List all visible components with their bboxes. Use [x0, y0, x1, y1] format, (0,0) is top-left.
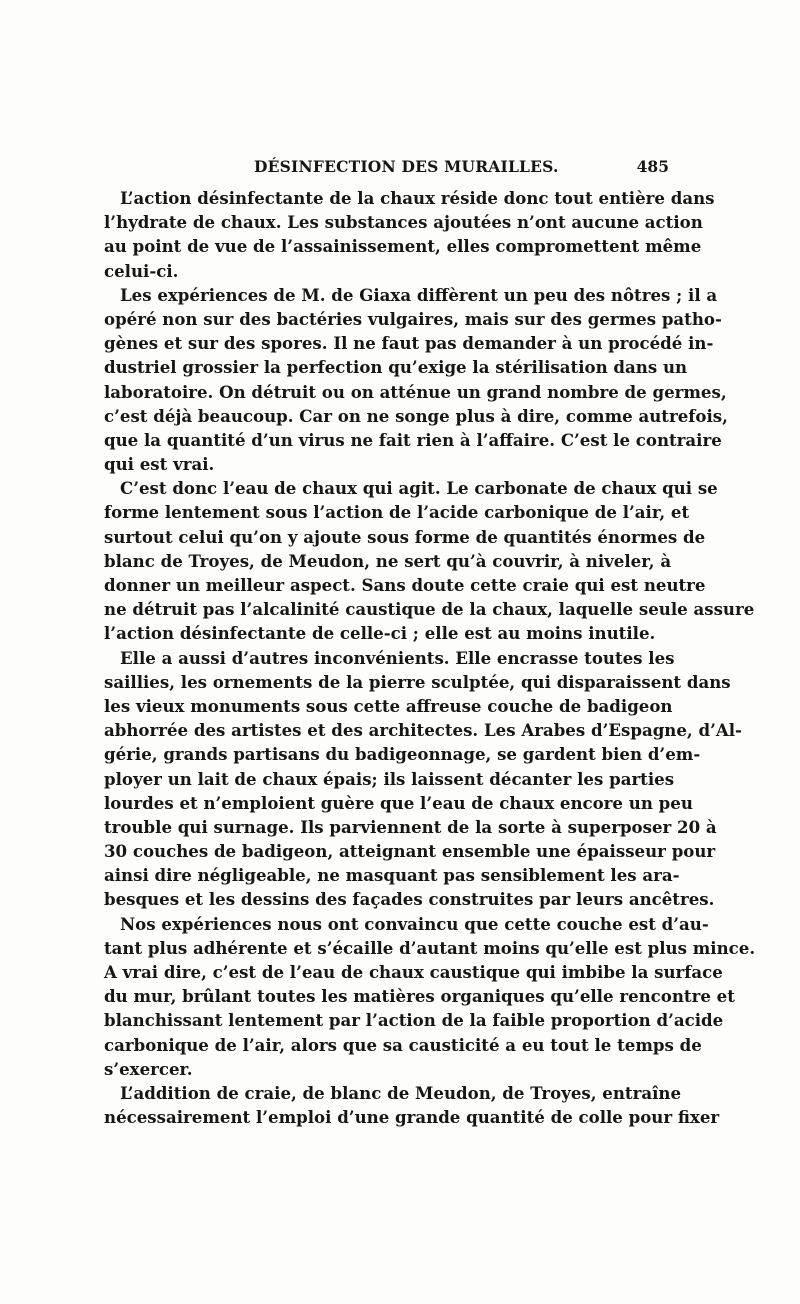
- text-line: gérie, grands partisans du badigeonnage, se gardent bien d’em-: [104, 744, 701, 765]
- text-line: Elle a aussi d’autres inconvénients. Elle encrasse toutes les: [120, 647, 675, 668]
- body-text: [104, 186, 756, 1129]
- text-line: laboratoire. On détruit ou on atténue un grand nombre de germes,: [104, 381, 727, 402]
- text-line: Nos expériences nous ont convaincu que cette couche est d’au-: [120, 913, 709, 934]
- text-line: surtout celui qu’on y ajoute sous forme de quantités énormes de: [104, 526, 706, 547]
- text-line: lourdes et n’emploient guère que l’eau de chaux encore un peu: [104, 792, 693, 813]
- text-line: Les expériences de M. de Giaxa diffèrent un peu des nôtres ; il a: [120, 284, 718, 305]
- paragraph: [104, 476, 755, 645]
- text-line: donner un meilleur aspect. Sans doute cette craie qui est neutre: [104, 575, 706, 595]
- page-number: 485: [636, 157, 669, 176]
- text-line: au point de vue de l’assainissement, elles compromettent même: [104, 236, 702, 257]
- text-line: forme lentement sous l’action de l’acide carbonique de l’air, et: [104, 502, 690, 523]
- text-line: l’action désinfectante de celle-ci ; elle est au moins inutile.: [104, 623, 656, 644]
- text-line: besques et les dessins des façades construites par leurs ancêtres.: [104, 889, 715, 910]
- text-line: A vrai dire, c’est de l’eau de chaux caustique qui imbibe la surface: [104, 962, 723, 982]
- text-line: dustriel grossier la perfection qu’exige la stérilisation dans un: [104, 357, 688, 378]
- text-line: saillies, les ornements de la pierre sculptée, qui disparaissent dans: [104, 671, 731, 692]
- text-line: ployer un lait de chaux épais; ils laissent décanter les parties: [104, 768, 675, 789]
- text-line: trouble qui surnage. Ils parviennent de la sorte à superposer 20 à: [104, 816, 717, 837]
- paragraph: [104, 1081, 720, 1129]
- text-line: 30 couches de badigeon, atteignant ensemble une épaisseur pour: [104, 841, 716, 862]
- text-line: C’est donc l’eau de chaux qui agit. Le carbonate de chaux qui se: [120, 478, 718, 499]
- text-line: nécessairement l’emploi d’une grande quantité de colle pour fixer: [104, 1107, 720, 1128]
- text-line: ne détruit pas l’alcalinité caustique de la chaux, laquelle seule assure: [104, 599, 755, 620]
- text-line: s’exercer.: [104, 1058, 193, 1079]
- paragraph: [104, 283, 728, 477]
- paragraph: [104, 912, 756, 1081]
- text-line: blanc de Troyes, de Meudon, ne sert qu’à couvrir, à niveler, à: [104, 550, 672, 571]
- text-line: c’est déjà beaucoup. Car on ne songe plus à dire, comme autrefois,: [104, 405, 728, 426]
- text-line: celui-ci.: [104, 260, 179, 281]
- text-line: que la quantité d’un virus ne fait rien à l’affaire. C’est le contraire: [104, 429, 722, 450]
- paragraph: [104, 186, 715, 283]
- text-line: abhorrée des artistes et des architectes. Les Arabes d’Espagne, d’Al-: [104, 720, 742, 741]
- page-header: [104, 157, 669, 181]
- text-line: les vieux monuments sous cette affreuse couche de badigeon: [104, 695, 673, 716]
- text-line: tant plus adhérente et s’écaille d’autant moins qu’elle est plus mince.: [104, 937, 756, 958]
- running-title: DÉSINFECTION DES MURAILLES.: [254, 157, 559, 176]
- text-line: carbonique de l’air, alors que sa causticité a eu tout le temps de: [104, 1034, 702, 1055]
- paragraph: [104, 646, 742, 912]
- text-line: qui est vrai.: [104, 454, 215, 475]
- text-line: L’action désinfectante de la chaux réside donc tout entière dans: [120, 188, 715, 208]
- text-line: blanchissant lentement par l’action de la faible proportion d’acide: [104, 1010, 724, 1031]
- text-line: opéré non sur des bactéries vulgaires, mais sur des germes patho-: [104, 308, 722, 329]
- text-line: gènes et sur des spores. Il ne faut pas demander à un procédé in-: [104, 333, 714, 354]
- text-line: ainsi dire négligeable, ne masquant pas sensiblement les ara-: [104, 865, 680, 886]
- text-line: l’hydrate de chaux. Les substances ajoutées n’ont aucune action: [104, 212, 703, 233]
- text-line: L’addition de craie, de blanc de Meudon, de Troyes, entraîne: [120, 1082, 682, 1103]
- text-line: du mur, brûlant toutes les matières organiques qu’elle rencontre et: [104, 986, 735, 1007]
